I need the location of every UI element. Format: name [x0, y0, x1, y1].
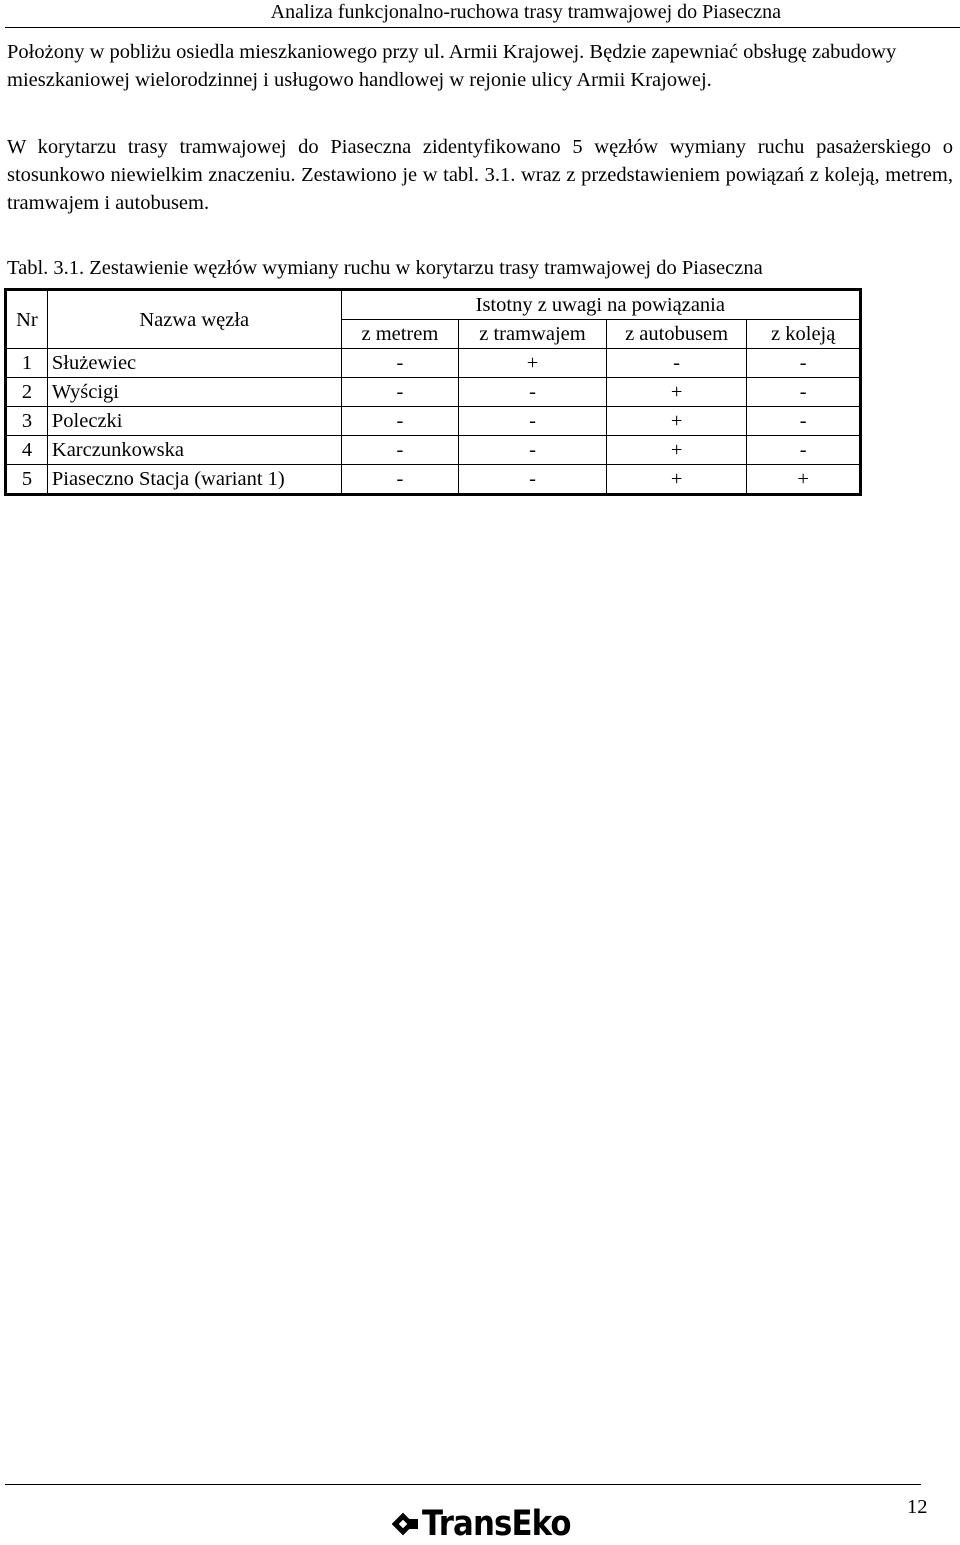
cell-nr: 3: [6, 407, 48, 436]
table-header-row-1: [6, 290, 861, 320]
cell-name: Poleczki: [47, 407, 341, 436]
page-header-title: Analiza funkcjonalno-ruchowa trasy tramwajowej do Piaseczna: [270, 1, 781, 23]
cell-name: Karczunkowska: [47, 436, 341, 465]
cell-bus: +: [606, 465, 747, 495]
header-tram: z tramwajem: [459, 320, 607, 349]
cell-metro: -: [341, 436, 459, 465]
cell-metro: -: [341, 378, 459, 407]
cell-name: Piaseczno Stacja (wariant 1): [47, 465, 341, 495]
header-rule: [5, 27, 960, 28]
table-row: [6, 378, 861, 407]
cell-nr: 1: [6, 349, 48, 378]
table-row: [6, 349, 861, 378]
cell-rail: +: [747, 465, 861, 495]
header-relevance-group: Istotny z uwagi na powiązania: [341, 290, 860, 320]
nodes-table: [4, 288, 862, 496]
transeko-logo-icon: [392, 1509, 418, 1539]
cell-bus: -: [606, 349, 747, 378]
cell-bus: +: [606, 407, 747, 436]
cell-rail: -: [747, 436, 861, 465]
header-node-name: Nazwa węzła: [47, 290, 341, 349]
header-bus: z autobusem: [606, 320, 747, 349]
cell-metro: -: [341, 349, 459, 378]
cell-nr: 4: [6, 436, 48, 465]
table-row: [6, 436, 861, 465]
page-number: 12: [907, 1496, 928, 1518]
cell-nr: 2: [6, 378, 48, 407]
cell-rail: -: [747, 378, 861, 407]
cell-tram: -: [459, 465, 607, 495]
footer-rule: [5, 1484, 921, 1485]
table-row: [6, 465, 861, 495]
cell-nr: 5: [6, 465, 48, 495]
cell-bus: +: [606, 436, 747, 465]
header-nr: Nr: [6, 290, 48, 349]
cell-name: Wyścigi: [47, 378, 341, 407]
table-row: [6, 407, 861, 436]
cell-tram: -: [459, 378, 607, 407]
transeko-logo: [392, 1503, 591, 1545]
cell-name: Służewiec: [47, 349, 341, 378]
cell-rail: -: [747, 349, 861, 378]
paragraph-nodes-summary: W korytarzu trasy tramwajowej do Piaseczna zidentyfikowano 5 węzłów wymiany ruchu pasażerskiego o stosunkowo niewielkim znaczeniu. Zestawiono je w tabl. 3.1. wraz z przedstawieniem powiązań z koleją, metrem, tramwajem i autobusem.: [7, 136, 953, 214]
cell-tram: -: [459, 407, 607, 436]
header-metro: z metrem: [341, 320, 459, 349]
cell-metro: -: [341, 465, 459, 495]
cell-tram: +: [459, 349, 607, 378]
header-rail: z koleją: [747, 320, 861, 349]
cell-metro: -: [341, 407, 459, 436]
cell-bus: +: [606, 378, 747, 407]
table-caption: Tabl. 3.1. Zestawienie węzłów wymiany ruchu w korytarzu trasy tramwajowej do Piaseczna: [7, 257, 763, 279]
cell-tram: -: [459, 436, 607, 465]
paragraph-location: Położony w pobliżu osiedla mieszkaniowego przy ul. Armii Krajowej. Będzie zapewniać obsługę zabudowy mieszkaniowej wielorodzinnej i usługowo handlowej w rejonie ulicy Armii Krajowej.: [7, 41, 897, 91]
cell-rail: -: [747, 407, 861, 436]
logo-text: TransEko: [422, 1504, 571, 1544]
